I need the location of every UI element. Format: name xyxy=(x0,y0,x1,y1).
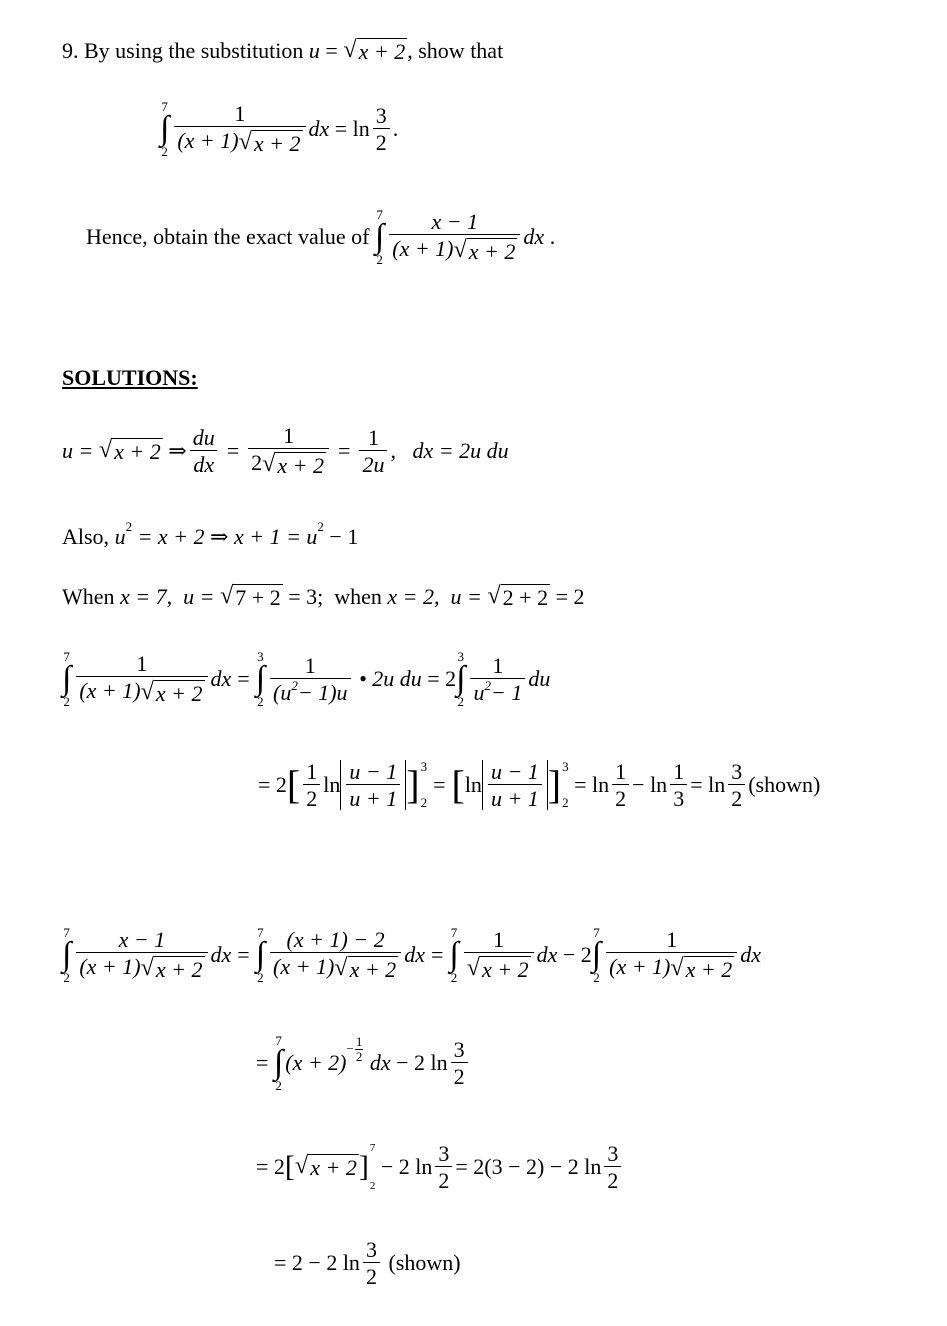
period: . xyxy=(392,116,399,142)
step-power: = 7 ∫ 2 (x + 2) − $\frac{1}{2}$ dx − 2 ln $\frac{3}{2}$ xyxy=(256,1034,471,1092)
fraction-three-halves: $\frac{3}{2}$ xyxy=(373,104,390,154)
step-also: Also, u 2 = x + 2 ⇒ x + 1 = u 2 − 1 xyxy=(62,518,359,549)
step-split: 7 ∫ 2 x − 1 (x + 1) √ x + 2 dx = 7 ∫ 2 (x + 1) − 2 (x + 1) √ x + 2 dx = 7 ∫ 2 1 √ x + 2 dx − 2 7 ∫ 2 1 (x + 1) √ x + 2 dx xyxy=(62,925,762,986)
step-limits: When x = 7, u = √ 7 + 2 = 3; when x = 2, u = √ 2 + 2 = 2 xyxy=(62,582,585,610)
solutions-heading: SOLUTIONS: xyxy=(62,365,198,390)
step-integral-transform: 7 ∫ 2 1 (x + 1) √ x + 2 dx = 3 ∫ 2 $\frac{1}{(u^2- 1)u}$ • 2u du = 2 3 ∫ 2 $\frac{1}{u^2- 1}$ du xyxy=(62,649,551,710)
integral-sign: 7 ∫ 2 xyxy=(160,99,170,160)
question-number: 9. xyxy=(62,38,79,64)
dx: dx xyxy=(308,116,330,142)
question-text: By using the substitution xyxy=(84,38,304,64)
sqrt-expression: √ x + 2 xyxy=(343,36,406,64)
step-final: = 2 − 2 ln $\frac{3}{2}$ (shown) xyxy=(274,1237,461,1290)
question-line xyxy=(62,38,503,64)
hence-text: Hence, obtain the exact value of xyxy=(86,224,370,250)
step-evaluate: = 2 [ $\frac{1}{2}$ ln $\frac{u - 1}{u + 1}$ ] 3 2 = [ ln $\frac{u - 1}{u + 1}$ ] 3 2 = ln $\frac{1}{2}$ − ln $\frac{1}{3}$ = ln $\frac{3}{2}$ (shown) xyxy=(258,759,821,812)
question-text-after: , show that xyxy=(407,38,504,64)
target-integral xyxy=(160,100,398,158)
rhs-ln: = ln xyxy=(334,116,370,142)
radicand: x + 2 xyxy=(358,39,406,64)
period: . xyxy=(549,224,556,250)
hence-line xyxy=(86,208,555,266)
step-evaluate-sqrt: = 2 [ √ x + 2 ] 7 2 − 2 ln $\frac{3}{2}$ = 2(3 − 2) − 2 ln $\frac{3}{2}$ xyxy=(256,1142,624,1192)
equals-sign: = xyxy=(325,38,338,64)
dx: dx xyxy=(523,224,545,250)
step-substitution: u = √ x + 2 ⇒ $\frac{du}{dx}$ = 1 2 √ x + 2 = $\frac{1}{2u}$ , dx = 2u du xyxy=(62,423,509,478)
integral-sign: 7 ∫ 2 xyxy=(374,207,385,268)
integrand-fraction: 1 (x + 1) √ x + 2 xyxy=(174,102,305,156)
hence-integrand: x − 1 (x + 1) √ x + 2 xyxy=(389,210,520,264)
sub-variable: u xyxy=(308,38,320,64)
